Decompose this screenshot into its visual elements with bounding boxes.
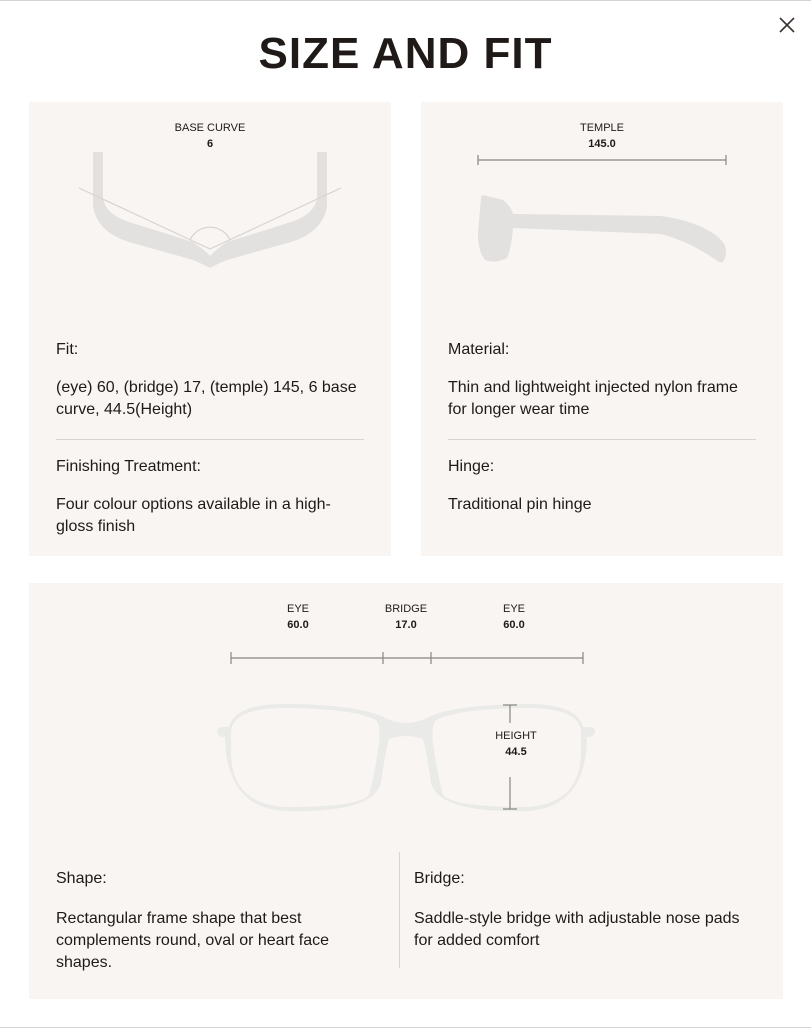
hinge-label: Hinge: [448,458,495,475]
bridge-spec-text: Saddle-style bridge with adjustable nose pads for added comfort [414,910,740,949]
shape-text: Rectangular frame shape that best complements round, oval or heart face shapes. [56,910,330,971]
base-curve-diagram [29,102,391,322]
temple-diagram [421,102,783,322]
bridge-spec-label: Bridge: [414,870,465,887]
card-base-curve [29,102,391,556]
height-value: 44.5 [505,746,527,758]
finishing-label: Finishing Treatment: [56,458,201,475]
bottom-border [0,1027,811,1028]
card-front-measurements [29,583,783,999]
shape-label: Shape: [56,870,107,887]
bridge-label: BRIDGE [384,603,428,615]
base-curve-label: BASE CURVE [174,122,246,134]
top-border [0,0,811,1]
page-title: SIZE AND FIT [258,29,553,78]
material-text: Thin and lightweight injected nylon frame for longer wear time [448,379,738,418]
finishing-text: Four colour options available in a high-gloss finish [56,496,331,535]
divider [448,439,756,440]
bridge-value: 17.0 [395,619,417,631]
base-curve-value: 6 [206,138,214,150]
eye-right-value: 60.0 [503,619,525,631]
temple-value: 145.0 [588,138,616,150]
fit-text: (eye) 60, (bridge) 17, (temple) 145, 6 base curve, 44.5(Height) [56,379,357,418]
eye-right-label: EYE [502,603,525,615]
hinge-text: Traditional pin hinge [448,496,592,513]
divider [56,439,364,440]
fit-label: Fit: [56,341,79,358]
vertical-divider [399,852,400,968]
eye-left-value: 60.0 [287,619,309,631]
temple-label: TEMPLE [579,122,624,134]
front-frame-diagram [29,583,783,843]
material-label: Material: [448,341,510,358]
height-label: HEIGHT [495,730,537,742]
eye-left-label: EYE [286,603,309,615]
card-temple [421,102,783,556]
